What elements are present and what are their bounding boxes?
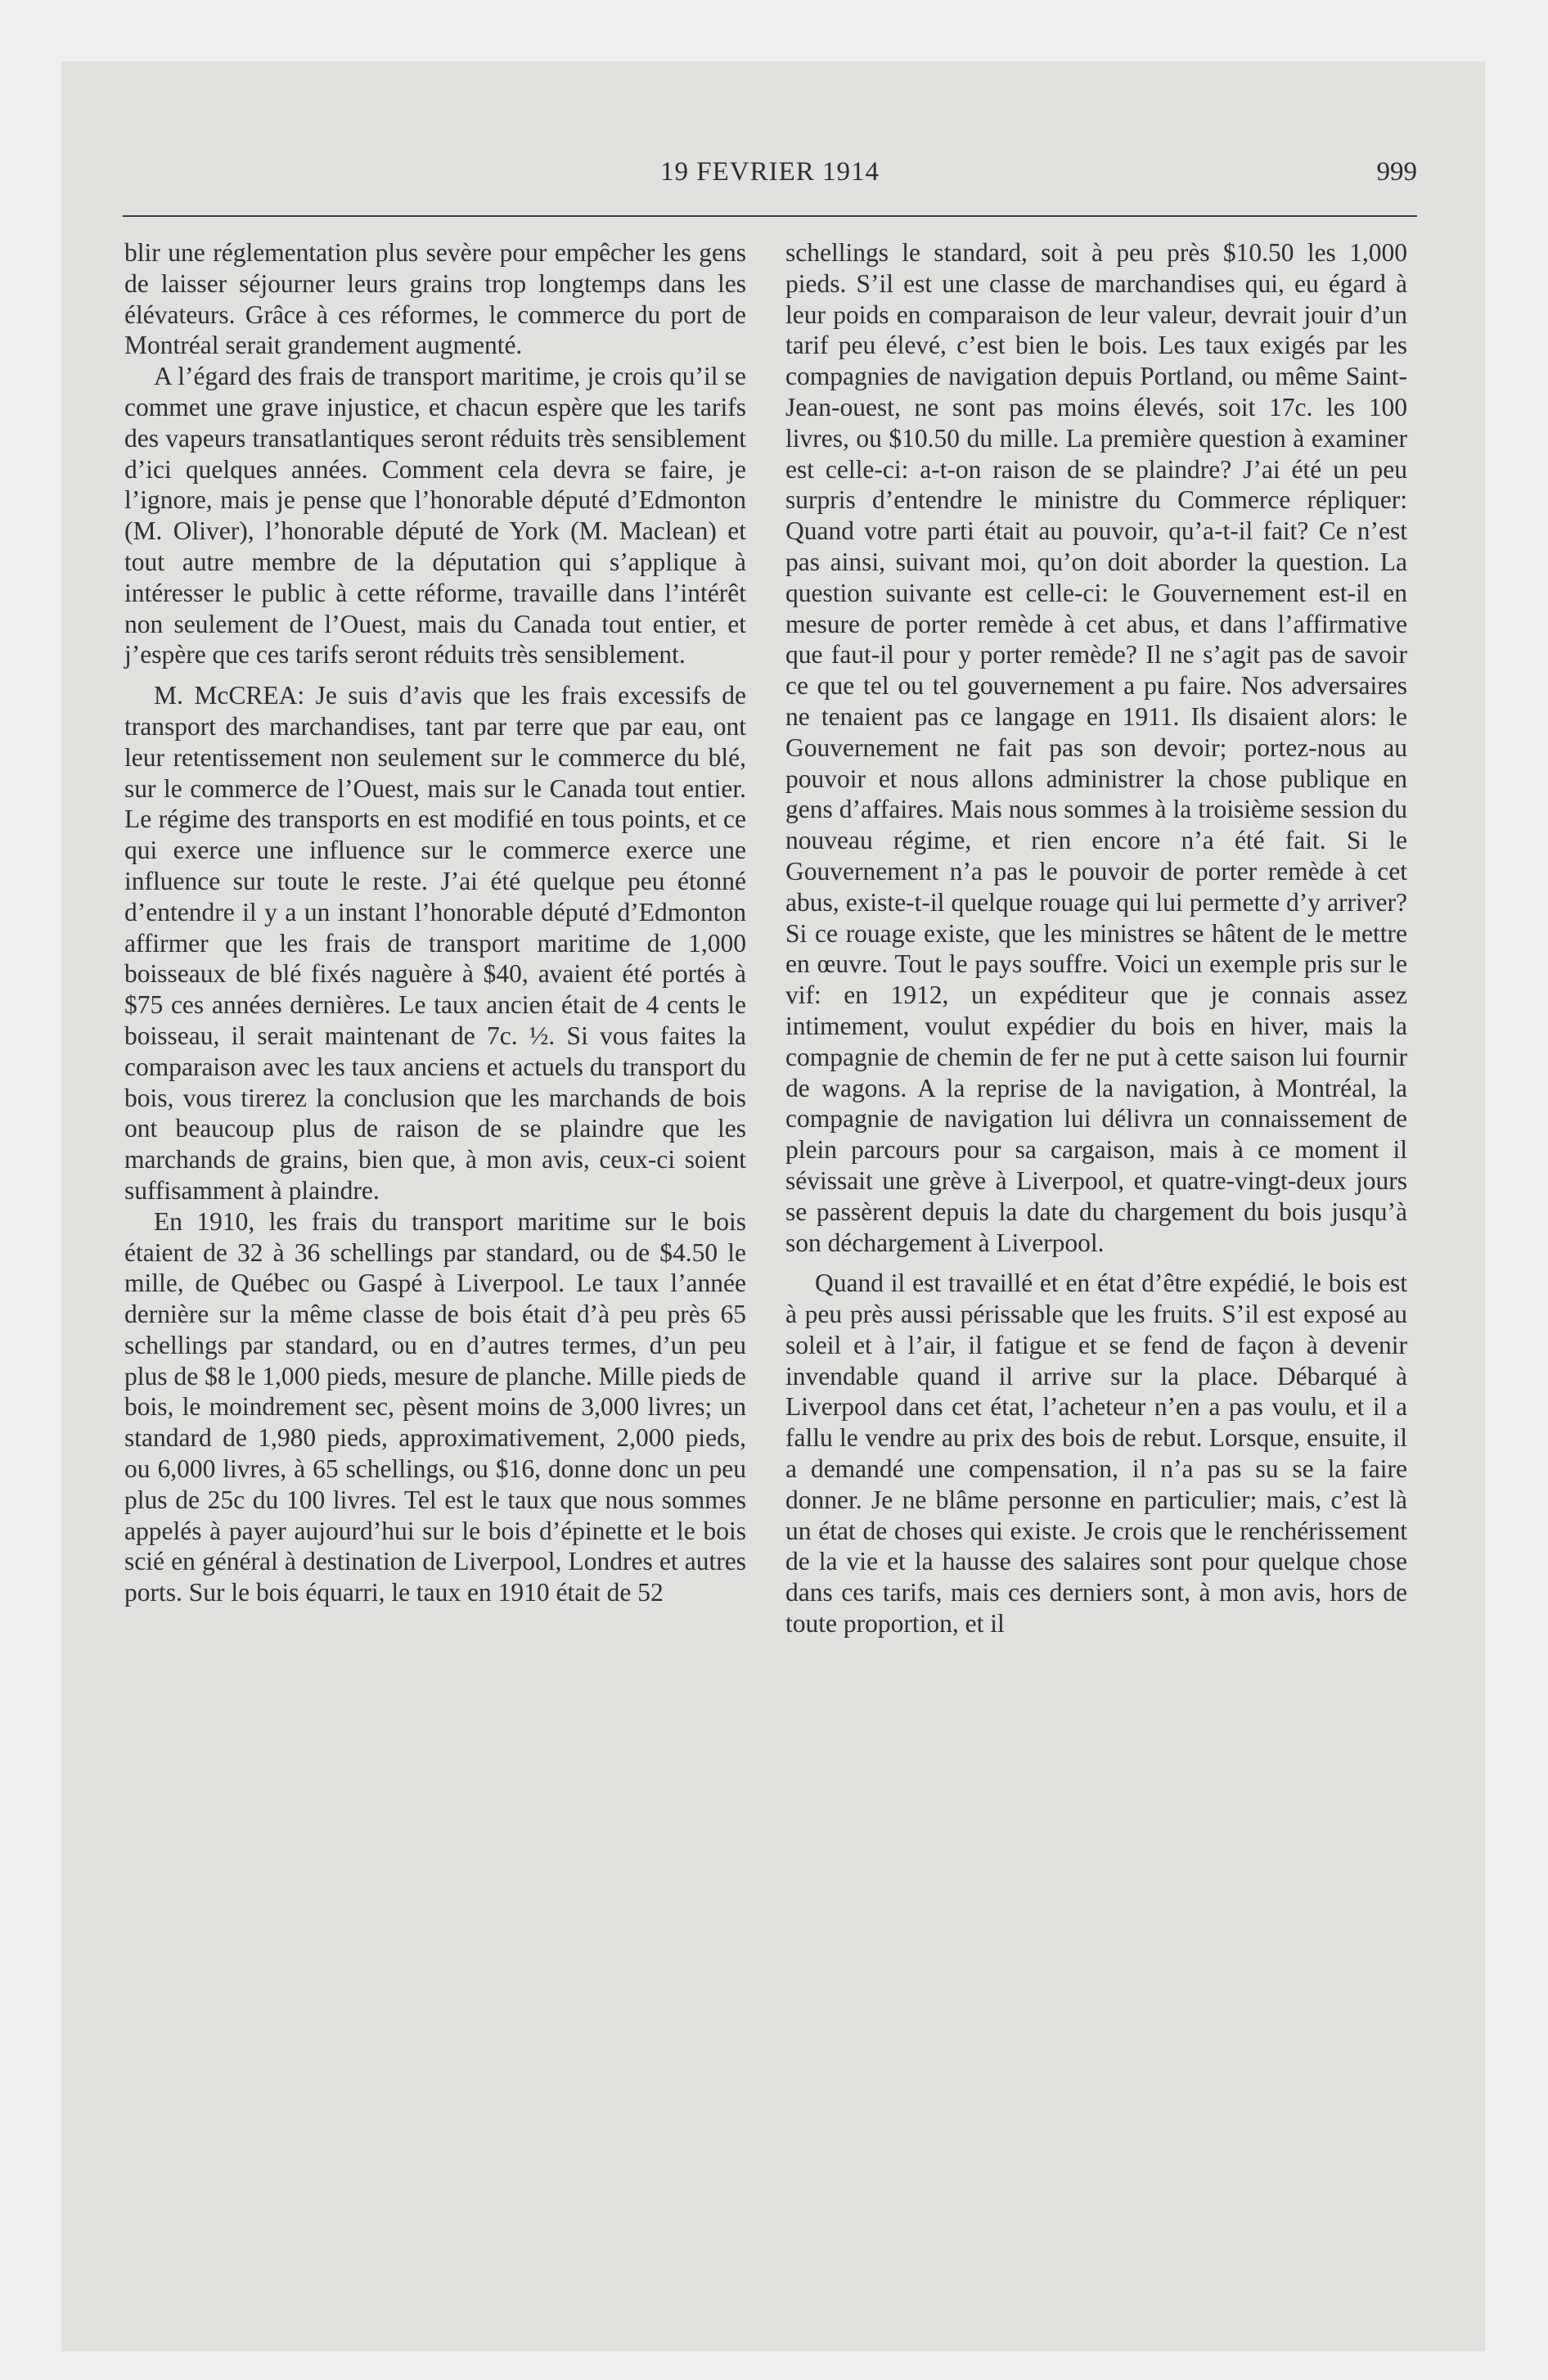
paragraph: A l’égard des frais de transport maritime, je crois qu’il se commet une grave injustice, et chacun espère que les tarifs des vapeurs transatlantiques seront réduits très sensiblement d’ici quelques années. Comment cela devra se faire, je l’ignore, mais je pense que l’honorable député d’Edmonton (M. Oliver), l’honorable député de York (M. Maclean) et tout autre membre de la députation qui s’applique à intéresser le public à cette réforme, travaille dans l’intérêt non seulement de l’Ouest, mais du Canada tout entier, et j’espère que ces tarifs seront réduits très sensiblement. bbox=[124, 362, 746, 669]
page-number: 999 bbox=[1376, 157, 1417, 187]
right-column bbox=[785, 237, 1407, 1639]
paragraph: En 1910, les frais du transport maritime sur le bois étaient de 32 à 36 schellings par standard, ou de $4.50 le mille, de Québec ou Gaspé à Liverpool. Le taux l’année dernière sur la même classe de bois était d’à peu près 65 schellings par standard, ou en d’autres termes, d’un peu plus de $8 le 1,000 pieds, mesure de planche. Mille pieds de bois, le moindrement sec, pèsent moins de 3,000 livres; un standard de 1,980 pieds, approximativement, 2,000 pieds, ou 6,000 livres, à 65 schellings, ou $16, donne donc un peu plus de 25c du 100 livres. Tel est le taux que nous sommes appelés à payer aujourd’hui sur le bois d’épinette et le bois scié en général à destination de Liverpool, Londres et autres ports. Sur le bois équarri, le taux en 1910 était de 52 bbox=[124, 1206, 746, 1607]
paragraph: blir une réglementation plus sevère pour empêcher les gens de laisser séjourner leurs grains trop longtemps dans les élévateurs. Grâce à ces réformes, le commerce du port de Montréal serait grandement augmenté. bbox=[124, 238, 746, 360]
running-head-date: 19 FEVRIER 1914 bbox=[659, 157, 880, 187]
paragraph: Quand il est travaillé et en état d’être expédié, le bois est à peu près aussi périssable que les fruits. S’il est exposé au soleil et à l’air, il fatigue et se fend de façon à devenir invendable quand il arrive sur la place. Débarqué à Liverpool dans cet état, l’acheteur n’en a pas voulu, et il a fallu le vendre au prix des bois de rebut. Lorsque, ensuite, il a demandé une compensation, il n’a pas su se la faire donner. Je ne blâme personne en particulier; mais, c’est là un état de choses qui existe. Je crois que le renchérissement de la vie et la hausse des salaires sont pour quelque chose dans ces tarifs, mais ces derniers sont, à mon avis, hors de toute proportion, et il bbox=[785, 1269, 1407, 1639]
page-header bbox=[123, 157, 1417, 198]
paragraph: M. McCREA: Je suis d’avis que les frais excessifs de transport des marchandises, tant par terre que par eau, ont leur retentissement non seulement sur le commerce du blé, sur le commerce de l’Ouest, mais sur le Canada tout entier. Le régime des transports en est modifié en tous points, et ce qui exerce une influence sur le commerce exerce une influence sur toute le reste. J’ai été quelque peu étonné d’entendre il y a un instant l’honorable député d’Edmonton affirmer que les frais de transport maritime de 1,000 boisseaux de blé fixés naguère à $40, avaient été portés à $75 ces années dernières. Le taux ancien était de 4 cents le boisseau, il serait maintenant de 7c. ½. Si vous faites la comparaison avec les taux anciens et actuels du transport du bois, vous tirerez la conclusion que les marchands de bois ont beaucoup plus de raison de se plaindre que les marchands de grains, bien que, à mon avis, ceux-ci soient suffisamment à plaindre. bbox=[124, 681, 746, 1205]
header-rule bbox=[123, 215, 1417, 217]
left-column bbox=[124, 237, 746, 1608]
paragraph: schellings le standard, soit à peu près $10.50 les 1,000 pieds. S’il est une classe de marchandises qui, eu égard à leur poids en comparaison de leur valeur, devrait jouir d’un tarif peu élevé, c’est bien le bois. Les taux exigés par les compagnies de navigation depuis Portland, ou même Saint-Jean-ouest, ne sont pas moins élevés, soit 17c. les 100 livres, ou $10.50 du mille. La première question à examiner est celle-ci: a-t-on raison de se plaindre? J’ai été un peu surpris d’entendre le ministre du Commerce répliquer: Quand votre parti était au pouvoir, qu’a-t-il fait? Ce n’est pas ainsi, suivant moi, qu’on doit aborder la question. La question suivante est celle-ci: le Gouvernement est-il en mesure de porter remède à cet abus, et dans l’affirmative que faut-il pour y porter remède? Il ne s’agit pas de savoir ce que tel ou tel gouvernement a pu faire. Nos adversaires ne tenaient pas ce langage en 1911. Ils disaient alors: le Gouvernement ne fait pas son devoir; portez-nous au pouvoir et nous allons administrer la chose publique en gens d’affaires. Mais nous sommes à la troisième session du nouveau régime, et rien encore n’a été fait. Si le Gouvernement n’a pas le pouvoir de porter remède à cet abus, existe-t-il quelque rouage qui lui permette d’y arriver? Si ce rouage existe, que les ministres se hâtent de le mettre en œuvre. Tout le pays souffre. Voici un exemple pris sur le vif: en 1912, un expéditeur que je connais assez intimement, voulut expédier du bois en hiver, mais la compagnie de chemin de fer ne put à cette saison lui fournir de wagons. A la reprise de la navigation, à Montréal, la compagnie de navigation lui délivra un connaissement de plein parcours pour sa cargaison, mais à ce moment il sévissait une grève à Liverpool, et quatre-vingt-deux jours se passèrent depuis la date du chargement du bois jusqu’à son déchargement à Liverpool. bbox=[785, 238, 1407, 1257]
